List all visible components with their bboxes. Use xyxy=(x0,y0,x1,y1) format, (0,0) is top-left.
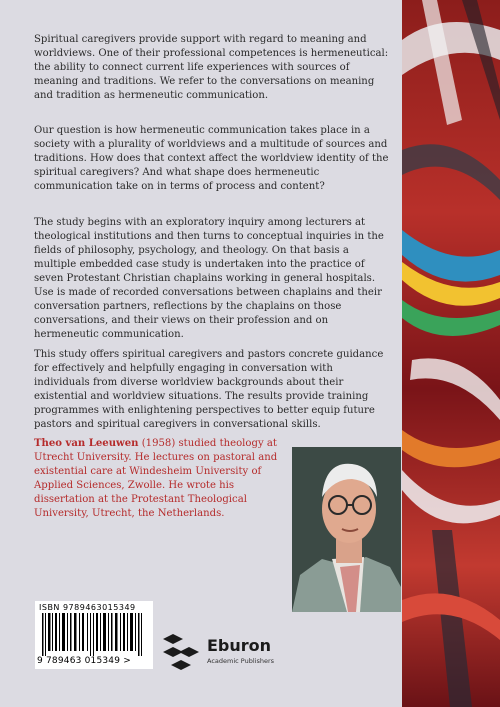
publisher-subtitle: Academic Publishers xyxy=(207,657,275,665)
blurb-paragraph-4: This study offers spiritual caregivers and pastors concrete guidance for effectively and helpfully engaging in conversation with individuals from diverse worldview backgrounds about their existential and worldview situations. The results provide training programmes with enlightening perspectives to better equip future pastors and spiritual caregivers in conversational skills. xyxy=(34,349,384,430)
publisher-logo xyxy=(161,632,281,674)
cover-artwork xyxy=(402,0,500,707)
author-bio-text: (1958) studied theology at Utrecht University. He lectures on pastoral and existential care at Windesheim University of Applied Sciences, Zwolle. He wrote his dissertation at the Protestant Theological University, Utrecht, the Netherlands. xyxy=(34,438,278,519)
author-name: Theo van Leeuwen xyxy=(34,438,139,449)
publisher-name: Eburon xyxy=(207,636,272,655)
isbn-barcode xyxy=(35,601,153,669)
isbn-label: ISBN 9789463015349 xyxy=(39,603,136,612)
barcode-bars xyxy=(39,613,149,656)
blurb-paragraph-3: The study begins with an exploratory inquiry among lecturers at theological institutions and then turns to conceptual inquiries in the fields of philosophy, psychology, and theology. On that basis a multiple embedded case study is undertaken into the practice of seven Protestant Christian chaplains working in general hospitals. Use is made of recorded conversations between chaplains and their conversation partners, reflections by the chaplains on those conversations, and their views on their profession and on hermeneutic communication. xyxy=(34,217,384,340)
author-bio xyxy=(34,437,284,521)
eburon-logo-icon xyxy=(161,632,203,674)
blurb-paragraph-1: Spiritual caregivers provide support with regard to meaning and worldviews. One of their professional competences is hermeneutical: the ability to connect current life experiences with sources of meaning and traditions. We refer to the conversations on meaning and tradition as hermeneutic communication. xyxy=(34,34,389,101)
isbn-digits: 9 789463 015349 > xyxy=(37,656,131,666)
author-photo xyxy=(292,447,401,612)
blurb-paragraph-2: Our question is how hermeneutic communication takes place in a society with a plurality of worldviews and a multitude of sources and traditions. How does that context affect the worldview identity of the spiritual caregivers? And what shape does hermeneutic communication take on in terms of process and content? xyxy=(34,125,389,192)
